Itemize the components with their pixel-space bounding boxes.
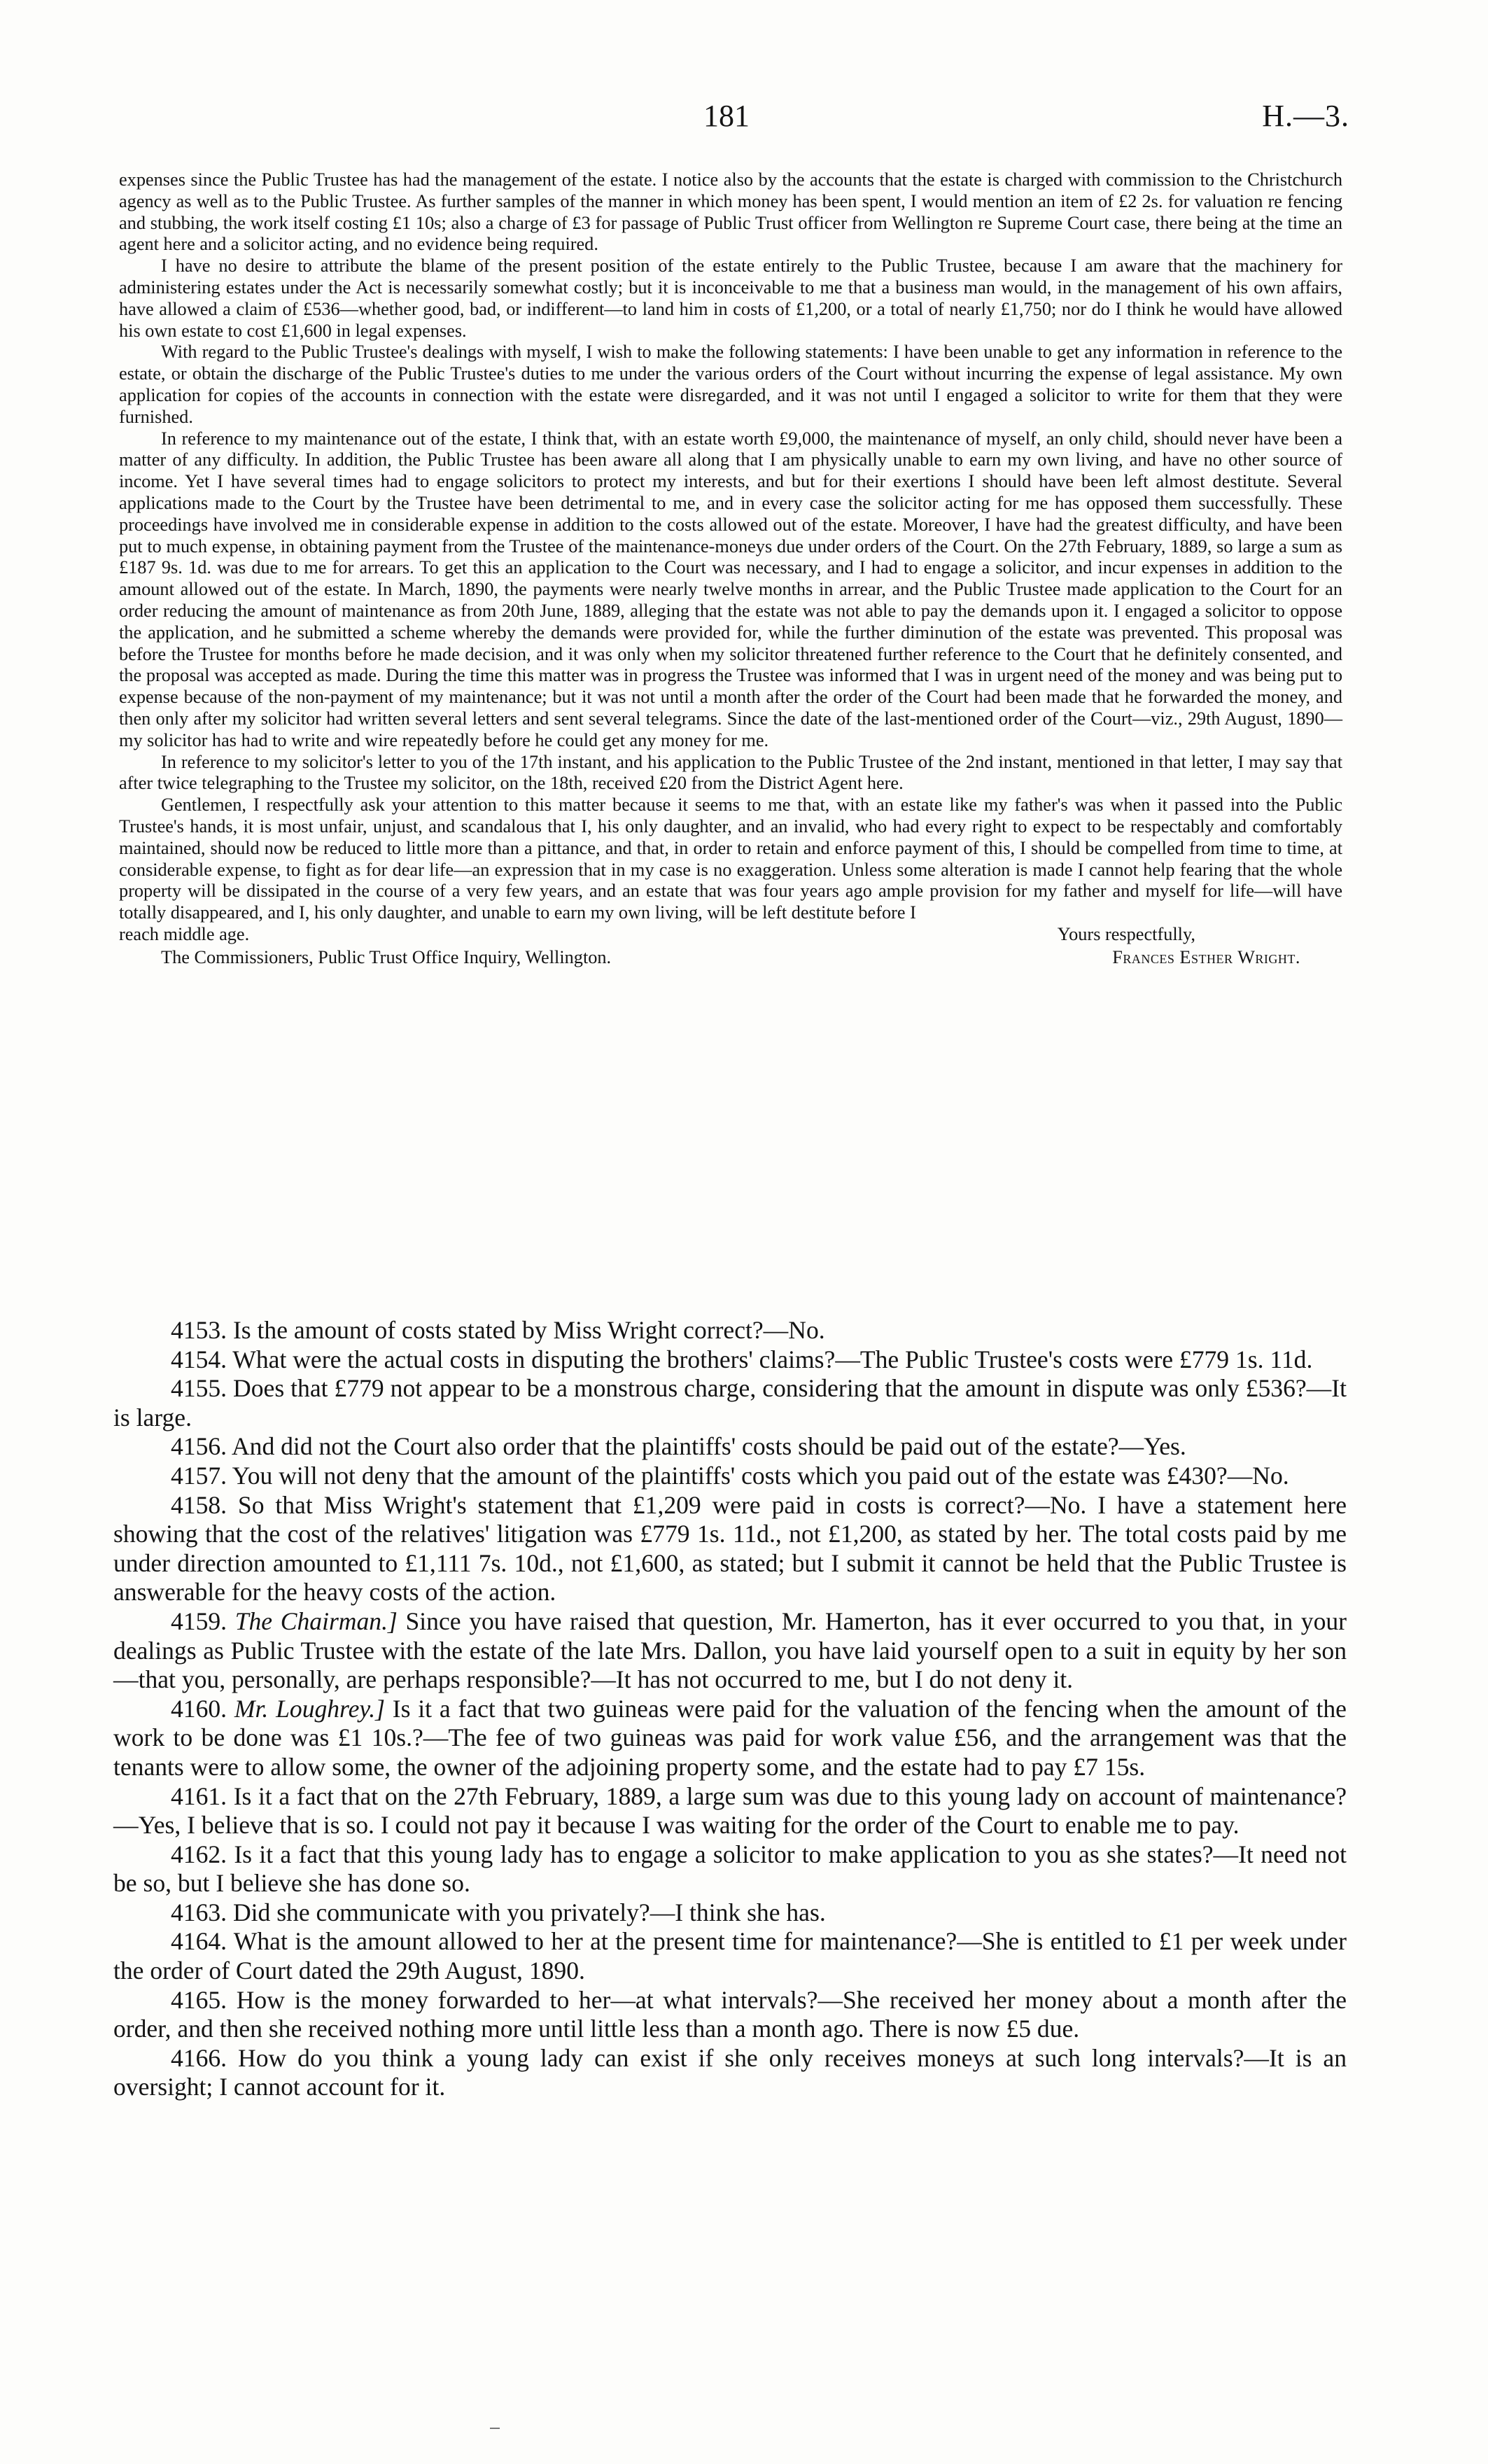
evidence-question: 4156. And did not the Court also order that the plaintiffs' costs should be paid out of the estate?—Yes. xyxy=(171,1432,1186,1461)
signature: Frances Esther Wright. xyxy=(1112,946,1300,967)
evidence-question xyxy=(113,1607,1347,1695)
letter-body xyxy=(119,169,1342,968)
page-number: 181 xyxy=(703,99,750,133)
evidence-question xyxy=(113,1695,1347,1782)
letter-paragraph: With regard to the Public Trustee's dealings with myself, I wish to make the following statements: I have been unable to get any information in reference to the estate, or obtain the discharge of the Public Trustee's duties to me under the various orders of the Court without incurring the expense of legal assistance. My own application for copies of the accounts in connection with the estate were disregarded, and it was not until I engaged a solicitor to write for them that they were furnished. xyxy=(119,342,1342,427)
signature-line xyxy=(119,947,1342,969)
letter-paragraph: In reference to my solicitor's letter to you of the 17th instant, and his application to the Public Trustee of the 2nd instant, mentioned in that letter, I may say that after twice telegraphing to the Trustee my solicitor, on the 18th, received £20 from the District Agent here. xyxy=(119,751,1342,794)
evidence-question: 4165. How is the money forwarded to her—at what intervals?—She received her money about a month after the order, and then she received nothing more until little less than a month ago. There is now £5 due. xyxy=(113,1985,1347,2043)
evidence-section xyxy=(113,1316,1347,2102)
addressee: The Commissioners, Public Trust Office Inquiry, Wellington. xyxy=(161,946,612,967)
closing-text: reach middle age. xyxy=(119,923,250,944)
evidence-question: 4162. Is it a fact that this young lady has to engage a solicitor to make application to you as she states?—It need not be so, but I believe she has done so. xyxy=(113,1840,1347,1898)
evidence-question: 4164. What is the amount allowed to her at the present time for maintenance?—She is entitled to £1 per week under the order of Court dated the 29th August, 1890. xyxy=(113,1927,1347,1985)
evidence-question: 4161. Is it a fact that on the 27th February, 1889, a large sum was due to this young lady on account of maintenance?—Yes, I believe that is so. I could not pay it because I was waiting for the order of the Court to enable me to pay. xyxy=(113,1782,1347,1840)
question-text: Is it a fact that two guineas were paid for the valuation of the fencing when the amount of the work to be done was £1 10s.?—The fee of two guineas was paid for work value £56, and the arrangement was that the tenants were to allow some, the owner of the adjoining property some, and the estate had to pay £7 15s. xyxy=(113,1694,1347,1781)
evidence-question: 4157. You will not deny that the amount of the plaintiffs' costs which you paid out of the estate was £430?—No. xyxy=(171,1461,1289,1490)
evidence-question: 4166. How do you think a young lady can exist if she only receives moneys at such long intervals?—It is an oversight; I cannot account for it. xyxy=(113,2043,1347,2101)
evidence-question: 4154. What were the actual costs in disputing the brothers' claims?—The Public Trustee's costs were £779 1s. 11d. xyxy=(171,1345,1313,1373)
print-mark xyxy=(490,2423,500,2429)
question-number: 4159. xyxy=(171,1606,227,1635)
valediction: Yours respectfully, xyxy=(1057,923,1195,944)
speaker-label: The Chairman.] xyxy=(234,1606,398,1635)
evidence-question: 4153. Is the amount of costs stated by Miss Wright correct?—No. xyxy=(171,1316,825,1344)
question-number: 4160. xyxy=(171,1694,227,1723)
question-text: Since you have raised that question, Mr. Hamerton, has it ever occurred to you that, in your dealings as Public Trustee with the estate of the late Mrs. Dallon, you have laid yourself open to a suit in equity by her son—that you, personally, are perhaps responsible?—It has not occurred to me, but I do not deny it. xyxy=(113,1606,1347,1694)
evidence-question: 4158. So that Miss Wright's statement that £1,209 were paid in costs is correct?—No. I have a statement here showing that the cost of the relatives' litigation was £779 1s. 11d., not £1,200, as stated by her. The total costs paid by me under direction amounted to £1,111 7s. 10d., not £1,600, as stated; but I submit it cannot be held that the Public Trustee is answerable for the heavy costs of the action. xyxy=(113,1490,1347,1606)
letter-paragraph: expenses since the Public Trustee has had the management of the estate. I notice also by the accounts that the estate is charged with commission to the Christchurch agency as well as to the Public Trustee. As further samples of the manner in which money has been spent, I would mention an item of £2 2s. for valuation re fencing and stubbing, the work itself costing £1 10s; also a charge of £3 for passage of Public Trust officer from Wellington re Supreme Court case, there being at the time an agent here and a solicitor acting, and no evidence being required. xyxy=(119,169,1342,255)
speaker-label: Mr. Loughrey.] xyxy=(234,1694,385,1723)
letter-paragraph: I have no desire to attribute the blame of the present position of the estate entirely to the Public Trustee, because I am aware that the machinery for administering estates under the Act is necessarily somewhat costly; but it is inconceivable to me that a business man would, in the management of his own affairs, have allowed a claim of £536—whether good, bad, or indifferent—to land him in costs of £1,200, or a total of nearly £1,750; nor do I think he would have allowed his own estate to cost £1,600 in legal expenses. xyxy=(119,255,1342,341)
page-header xyxy=(0,98,1488,140)
letter-paragraph: In reference to my maintenance out of the estate, I think that, with an estate worth £9,000, the maintenance of myself, an only child, should never have been a matter of any difficulty. In addition, the Public Trustee has been aware all along that I am physically unable to earn my own living, and have no other source of income. Yet I have several times had to engage solicitors to protect my interests, and but for their exertions I should have been left almost destitute. Several applications made to the Court by the Trustee have been detrimental to me, and in every case the solicitor acting for me has opposed them successfully. These proceedings have involved me in considerable expense in addition to the costs allowed out of the estate. Moreover, I have had the greatest difficulty, and have been put to much expense, in obtaining payment from the Trustee of the maintenance-moneys due under orders of the Court. On the 27th February, 1889, so large a sum as £187 9s. 1d. was due to me for arrears. To get this an application to the Court was necessary, and I had to engage a solicitor, and incur expenses in addition to the amount allowed out of the estate. In March, 1890, the payments were nearly twelve months in arrear, and the Public Trustee made application to the Court for an order reducing the amount of maintenance as from 20th June, 1889, alleging that the estate was not able to pay the demands upon it. I engaged a solicitor to oppose the application, and he submitted a scheme whereby the demands were provided for, while the further diminution of the estate was prevented. This proposal was before the Trustee for months before he made decision, and it was only when my solicitor threatened further reference to the Court that he definitely consented, and the proposal was accepted as made. During the time this matter was in progress the Trustee was informed that I was in urgent need of the money and was being put to expense because of the non-payment of my maintenance; but it was not until a month after the order of the Court had been made that he forwarded the money, and then only after my solicitor had written several letters and sent several telegrams. Since the date of the last-mentioned order of the Court—viz., 29th August, 1890—my solicitor has had to write and wire repeatedly before he could get any money for me. xyxy=(119,428,1342,750)
evidence-question: 4163. Did she communicate with you privately?—I think she has. xyxy=(171,1898,826,1926)
document-reference: H.—3. xyxy=(1262,99,1349,133)
evidence-question: 4155. Does that £779 not appear to be a monstrous charge, considering that the amount in dispute was only £536?—It is large. xyxy=(113,1374,1347,1432)
letter-paragraph: Gentlemen, I respectfully ask your attention to this matter because it seems to me that, with an estate like my father's was when it passed into the Public Trustee's hands, it is most unfair, unjust, and scandalous that I, his only daughter, and an invalid, who had every right to expect to be respectably and comfortably maintained, should now be reduced to little more than a pittance, and that, in order to retain and enforce payment of this, I should be compelled from time to time, at considerable expense, to fight as for dear life—an expression that in my case is no exaggeration. Unless some alteration is made I cannot help fearing that the whole property will be dissipated in the course of a very few years, and an estate that was four years ago ample provision for my father and myself for life—will have totally disappeared, and I, his only daughter, and unable to earn my own living, will be left destitute before I xyxy=(119,794,1342,923)
letter-closing xyxy=(119,924,1342,946)
